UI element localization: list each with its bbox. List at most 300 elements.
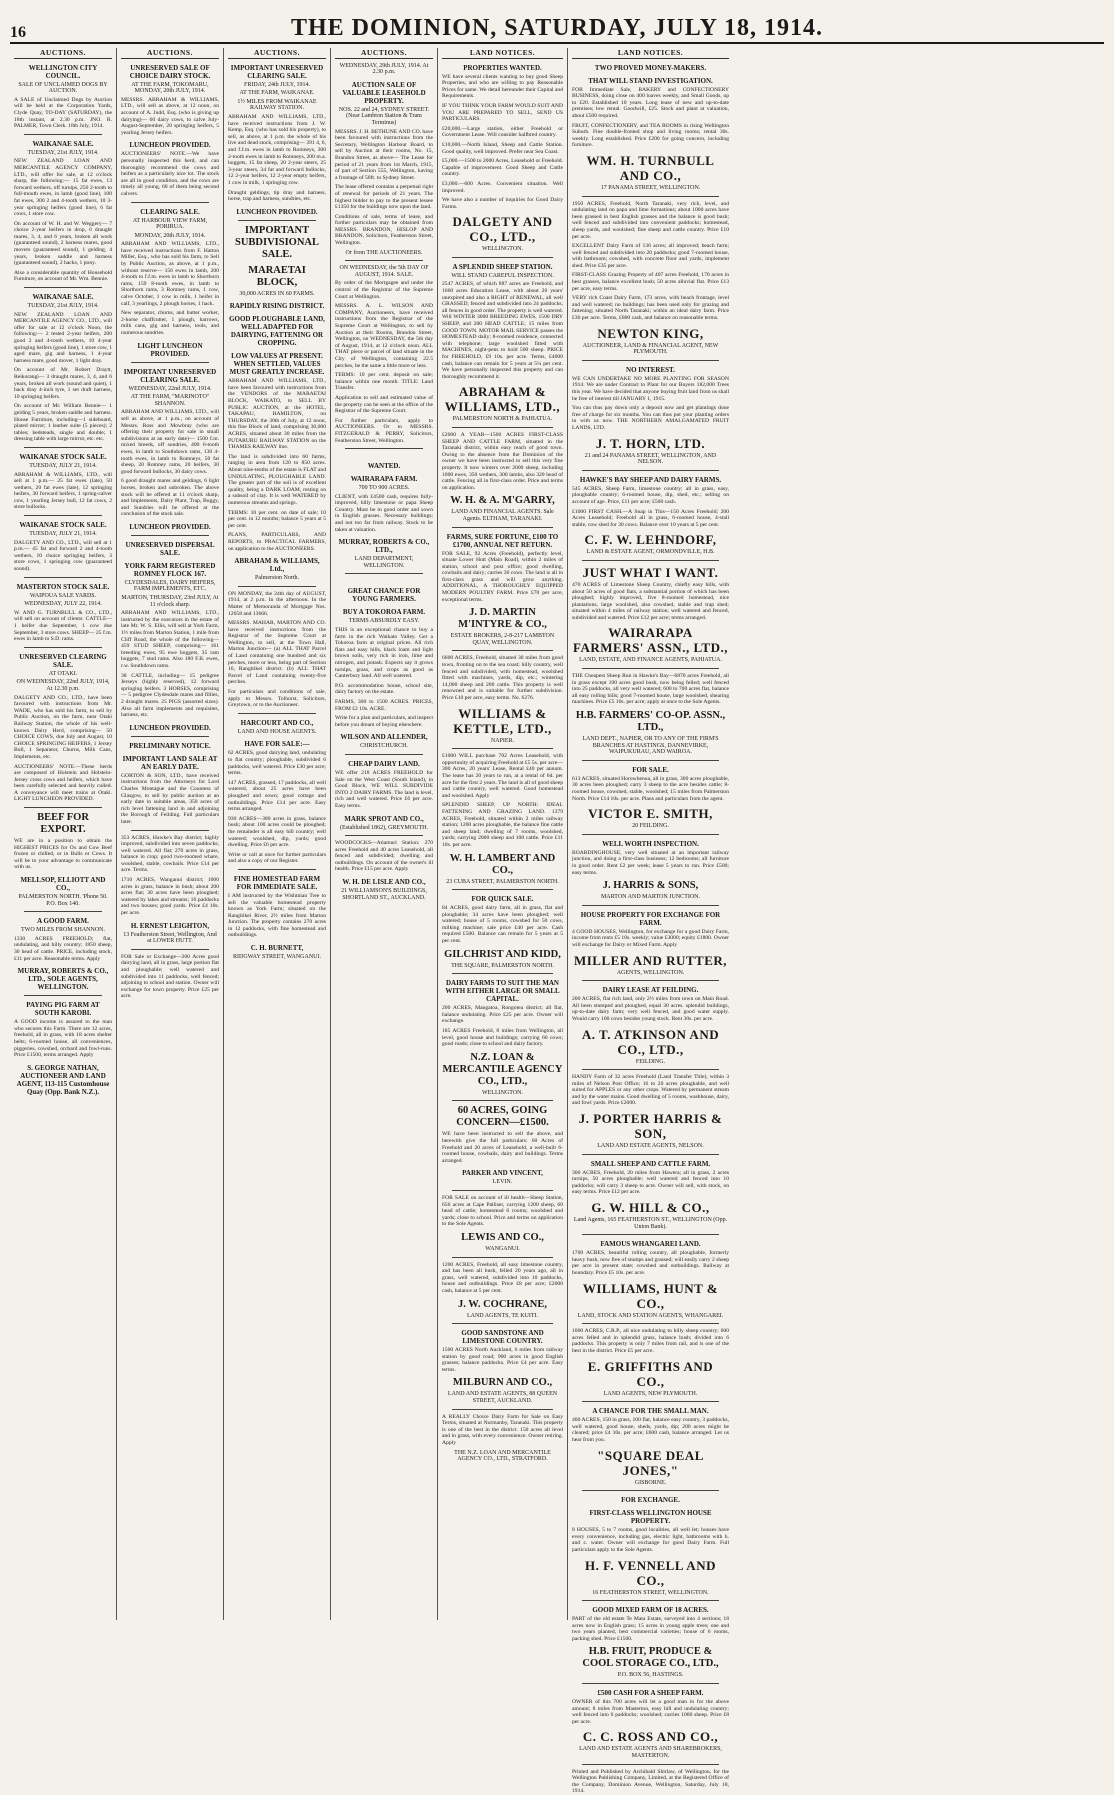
ad-subheading: LAND AND HOUSE AGENTS. — [237, 728, 317, 735]
ad-subheading: TUESDAY, 21st JULY, 1914. — [27, 303, 99, 310]
ad-heading: UNRESERVED SALE OF CHOICE DAIRY STOCK. — [129, 63, 211, 80]
divider — [452, 1323, 553, 1324]
ad-heading: WAIRARAPA FARM. — [350, 475, 418, 484]
ad-body: THIS is an exceptional chance to buy a farm in the rich Waikato Valley. Get a Tokoroa farm at original prices. All rich flats and easy hills, black loam and light brown soils, very rich in iron, lime and nitrogen, and potash. Expects say it grows turnips, grass, and crops as good as Canterbury land. All well watered. — [335, 627, 433, 680]
ad-body: MESSRS. A. L. WILSON AND COMPANY, Auctioneers, have received instructions from the Registrar of the Supreme Court at Wellington, to sell by Auction at their Rooms, Brandon Street, Wellington, on WEDNESDAY, the 5th day of August, 1914, at 12 o'clock noon. ALL THAT piece or parcel of land situate in the City of Wellington, containing 22.5 perches, be the same a little more or less. — [335, 303, 433, 369]
ad-body: WE have been instructed to sell the above, and herewith give the full particulars: 60 Acres of Freehold and 20 acres of Leasehold, a well-built 6-roomed house, cowbails, dairy and buildings. Terms arranged. — [442, 1131, 563, 1164]
ad-subheading: AT HARBOUR VIEW FARM, PORIRUA. — [132, 217, 208, 231]
ad-body: THE Cheapest Sheep Run in Hawke's Bay—6870 acres Freehold, all in grass except 190 acres good bush, now being felled; well fenced into 25 paddocks, all very well watered; 600 to 700 acres flat, balance all easy rolling hills; good 7-roomed house, large woolshed, shearing machines. Price £5 10s. per acre; apply at once to the Sole Agents. — [572, 673, 729, 706]
ad-body: On account of Mr. Robert Draytt, Reikorangi— 3 draught mares, 3, 4, and 6 years, broken all work (sound and quiet), 1 back dray 4-inch tyre, 1 set draft harness, 10 springing heifers. — [14, 367, 112, 400]
divider — [582, 560, 719, 561]
ad-heading: CHEAP DAIRY LAND. — [348, 759, 420, 768]
ad-body: 1700 ACRES, beautiful rolling country, all ploughable, formerly heavy bush, now free of stumps and grassed; will easily carry 2 sheep per acre in present state; cowshed and outbuildings. Railway at boundary. Price £5 10s. per acre. — [572, 1250, 729, 1276]
ad-heading: GOOD SANDSTONE AND LIMESTONE COUNTRY. — [461, 1329, 544, 1346]
ad-title: LEWIS AND CO., — [461, 1231, 544, 1243]
ad-body: NEW ZEALAND LOAN AND MERCANTILE AGENCY CO., LTD., will offer for sale at 12 o'clock Noon, the following:— 2 tested 2-year heifers, 200 good 2 and 4-tooth wethers, 10 4-year springing heifers (good line), 1 store cow, 1 aged mare, gig and harness, 1 4-year harness mare, good mover, 1 light dray. — [14, 311, 112, 364]
ad-body: WE are in a position to obtain the HIGHEST PRICES for Ox and Cow Beef frozen or chilled, or in Bulls or Cows. It will be to your advantage to communicate with us. — [14, 838, 112, 871]
divider — [582, 1234, 719, 1235]
divider — [582, 1323, 719, 1324]
ad-body: FIRST-CLASS Grazing Property of 407 acres Freehold, 170 acres in best grasses, balance excellent bush; 50 acres alluvial flat. Price £13 per acre, easy terms. — [572, 272, 729, 292]
ad-body: On account of W. H. and W. Weggery— 7 choice 2-year heifers in drop, 6 draught mares, 3, 4, and 6 years, broken all work (guaranteed sound), 2 harness mares, good movers (guaranteed sound), 1 gelding, 4 years, broken saddle and harness (guaranteed sound), 2 hacks, 1 pony. — [14, 220, 112, 267]
advertiser-name: WILLIAMS & KETTLE, LTD., — [453, 705, 552, 736]
divider — [582, 980, 719, 981]
ad-subheading: LEVIN. — [492, 1179, 513, 1186]
ad-heading: PROPERTIES WANTED. — [463, 63, 542, 72]
ad-body: Draught geldings, tip dray and harness, horse, trap and harness, sundries, etc. — [228, 189, 326, 203]
ad-body: AUCTIONEERS' NOTE.—These herds are composed of Holstein and Holstein-Jersey cross cows and heifers, which have been carefully selected and heavily culled. A conveyance will meet trains at Otaki. LIGHT LUNCHEON PROVIDED. — [14, 763, 112, 803]
ad-subheading: TUESDAY, JULY 21, 1914. — [29, 462, 97, 469]
ad-body: WE offer 218 ACRES FREEHOLD for Sale on the West Coast (South Island), in Good Block, WE WILL SUBDIVIDE INTO 2 DAIRY FARMS. The land is level, rich and well watered. Price £6 per acre. Easy terms. — [335, 769, 433, 809]
ad-heading: YORK FARM REGISTERED ROMNEY FLOCK 167. — [124, 561, 216, 578]
ad-body: W. AND G. TURNBULL & CO., LTD., will sell on account of clients: CATTLE— 1 heifer due September, 1 cow due September, 3 store cows. SHEEP— 25 f.m. ewes in lamb to S.D. rams. — [14, 609, 112, 643]
spacer — [335, 453, 433, 457]
ad-body: TERMS: 10 per cent. on date of sale; 10 per cent. in 12 months; balance 5 years at 5 per cent. — [228, 509, 326, 529]
ad-subheading: 21 WILLIAMSON'S BUILDINGS, SHORTLAND ST., AUCKLAND. — [341, 888, 427, 901]
ad-body: 1500 ACRES North Auckland, 6 miles from railway station by good road; 900 acres in good English grasses; balance paddocks. Price £4 per acre. Easy terms. — [442, 1347, 563, 1373]
ad-heading: FARMS, SURE FORTUNE, £100 TO £1700, ANNUAL NET RETURN. — [446, 532, 559, 549]
ad-body: AUCTIONEERS' NOTE.—We have personally inspected this herd, and can thoroughly recommend the cows and heifers as a particularly nice lot. The stock are all in good condition, and the cows are timely all young, 60 of them being second calvers. — [121, 151, 219, 197]
ad-heading: BUY A TOKOROA FARM. — [342, 608, 426, 617]
ad-heading: HOUSE PROPERTY FOR EXCHANGE FOR FARM. — [580, 910, 721, 927]
divider — [345, 260, 423, 261]
ad-body: MESSRS. MAHAR, MARTON AND CO. have received instructions from the Registrar of the Supreme Court at Wellington, to sell, at the Town Hall, Marton Junction— (a) ALL THAT Parcel of Land containing one hundred and six perches, more or less, being part of Section 16, Rangitikei district. (b) ALL THAT Parcel of Land containing twenty-five perches. — [228, 620, 326, 686]
ad-body: WE have several clients wanting to buy good Sheep Properties, and who are willing to pay Reasonable Prices for same. We detail hereunder their Capital and Requirements. — [442, 73, 563, 100]
ad-body: 147 ACRES, grassed, 17 paddocks, all well watered, about 25 acres have been ploughed and sown; good cottage and outbuildings. Price £14 per acre. Easy terms arranged. — [228, 779, 326, 813]
divider — [238, 713, 316, 714]
ad-title: MARAETAI BLOCK, — [248, 264, 306, 288]
ad-heading: WAIKANAE SALE. — [32, 293, 94, 302]
divider — [238, 220, 316, 221]
ad-subheading: 21 and 24 PANAMA STREET, WELLINGTON, AND NELSON. — [584, 452, 717, 466]
ad-body: BOARDINGHOUSE, very well situated at an important railway junction, and doing a first-class business; 12 bedrooms; all furniture in good order. Rent £2 per week; lease 5 years to run. Price £500; easy terms. — [572, 849, 729, 876]
divider — [24, 134, 102, 135]
ad-subheading: 23 CUBA STREET, PALMERSTON NORTH. — [446, 878, 559, 885]
advertiser-name: C. F. W. LEHNDORF, — [584, 532, 717, 548]
ad-heading: FOR QUICK SALE. — [471, 895, 534, 904]
ad-title: W. H. LAMBERT AND CO., — [449, 852, 556, 876]
ad-heading: H. ERNEST LEIGHTON, — [130, 921, 210, 930]
ad-body: You can thus pay down only a deposit now and get plantings done free of charge for six months. You can thus put your planting orders in with us now. THE NORTHERN AMALGAMATED FRUIT LANDS, LTD. — [572, 405, 729, 431]
column-2 — [117, 48, 224, 1620]
divider — [582, 760, 719, 761]
ad-body: 1330 ACRES FREEHOLD; flat, undulating, and hilly country; 1850 sheep, 30 head of cattle. PRICE, including stock, £11 per acre. Reasonable terms. Apply — [14, 935, 112, 962]
ad-heading: HARCOURT AND CO., — [240, 718, 314, 727]
ad-subheading: WEDNESDAY, JULY 22, 1914. — [24, 601, 102, 608]
ad-body: PART of the old estate Te Mata Estate, surveyed into 4 sections; 18 acres now in English grass; 15 acres in young apple trees; one and two years planted, best commercial varieties; house of 6 rooms, packing shed. Price £1500. — [572, 1616, 729, 1642]
ad-body: 200 ACRES, flat rich land, only 2½ miles from town on Main Road. All been stumped and ploughed, equal 30 acres. splendid buildings, up-to-date dairy farm; very well fenced, and good water supply. Would carry 100 cows besides young stock. Rent 30s. per acre. — [572, 996, 729, 1022]
ad-body: 400 ACRES, 150 in grass, 100 flat, balance easy country, 3 paddocks, well watered, good house, sheds, yards, dip; 200 acres might be cleared; price £4 10s. per acre; £600 cash, balance arranged. Let us hear from you. — [572, 1417, 729, 1443]
divider — [131, 202, 209, 203]
advertiser-name: JUST WHAT I WANT. — [582, 564, 719, 580]
ad-subheading: ESTATE BROKERS, 2-8-217 LAMBTON QUAY, WELLINGTON. — [450, 633, 555, 646]
ad-heading: HAVE FOR SALE:— — [244, 740, 310, 749]
ad-body: Printed and Published by Archibald Shirlaw, of Wellington, for the Wellington Publishing Company, Limited, at the Registered Office of the Company, Dominion Avenue, Wellington, Saturday, July 18, 1914. — [572, 1768, 729, 1795]
ad-body: WOODCOCKS—Atiamuri Station: 270 acres Freehold and 40 acres Leasehold, all fenced and subdivided; dwelling and outbuildings. On account of the owner's ill health. Price £15 per acre. Apply — [335, 840, 433, 873]
ad-body: TERMS: 10 per cent. deposit on sale; balance within one month. TITLE: Land Transfer. — [335, 372, 433, 392]
ad-subheading: ON WEDNESDAY, the 5th DAY OF AUGUST, 1914. SALE. — [339, 265, 429, 278]
divider — [582, 1490, 719, 1491]
advertiser-name: E. GRIFFITHS AND CO., — [587, 1358, 714, 1389]
ad-body: EXCELLENT Dairy Farm of 136 acres; all improved; beach farm; well fenced and subdivided into 20 paddocks; good 7-roomed house, with bathroom; cowshed, with concrete floor and yards, implement shed. Price £35 per acre. — [572, 243, 729, 269]
divider — [24, 995, 102, 996]
ad-heading: MARK SPROT AND CO., — [344, 814, 424, 823]
ad-subheading: 30,000 ACRES IN 60 FARMS. — [239, 290, 315, 297]
ad-subheading: WANGANUI. — [485, 1245, 520, 1252]
divider — [582, 1600, 719, 1601]
section-header: LAND NOTICES. — [572, 50, 729, 59]
section-header: AUCTIONS. — [14, 50, 112, 59]
divider — [131, 535, 209, 536]
ad-subheading: AGENTS, WELLINGTON. — [616, 969, 685, 976]
divider — [582, 360, 719, 361]
divider — [452, 889, 553, 890]
ad-subheading: WELLINGTON. — [481, 1089, 524, 1096]
ad-heading: LIGHT LUNCHEON PROVIDED. — [137, 341, 203, 358]
ad-heading: UNRESERVED CLEARING SALE. — [19, 652, 107, 669]
ad-subheading: P.O. BOX 56, HASTINGS. — [617, 1672, 684, 1679]
ad-heading: LUNCHEON PROVIDED. — [129, 141, 211, 150]
divider — [24, 515, 102, 516]
ad-heading: WILSON AND ALLENDER, — [340, 733, 428, 742]
ad-body: FRUIT, CONFECTIONERY, and TEA ROOMS in rising Wellington Suburb. Fine double-fronted shop and living rooms; rental 30s. weekly. Long established. Price £200 for going concern, including furniture. — [572, 122, 729, 149]
divider — [24, 911, 102, 912]
ad-body: Write or call at once for further particulars and also a copy of our Register. — [228, 851, 326, 865]
ad-title: N.Z. LOAN & MERCANTILE AGENCY CO., LTD., — [442, 1051, 563, 1087]
ad-title: MILBURN AND CO., — [452, 1377, 553, 1389]
column-4 — [331, 48, 438, 1620]
ad-heading: FOR EXCHANGE. — [621, 1496, 680, 1505]
ad-subheading: THE N.Z. LOAN AND MERCANTILE AGENCY CO., LTD., STRATFORD. — [454, 1449, 551, 1463]
advertiser-name: C. C. ROSS AND CO., — [582, 1729, 719, 1745]
ad-heading: PAYING PIG FARM AT SOUTH KAROBI. — [26, 1001, 100, 1018]
ad-body: FOR Immediate Sale, BAKERY and CONFECTIONERY BUSINESS, doing close on 400 loaves weekly, and Small Goods, up to £20. Established 10 years. Long lease of new and up-to-date premises; low rental. Goodwill, £25. Stock and plant at valuation, about £500 required. — [572, 86, 729, 119]
ad-body: A SALE of Unclaimed Dogs by Auction will be held at the Corporation Yards, Clyde Quay, TO-DAY (SATURDAY), the 18th instant, at 2.30 p.m. JNO. R. PALMER, Town Clerk. 18th July, 1914. — [14, 96, 112, 130]
ad-subheading: AT THE FARM, WAIKANAE. — [239, 90, 315, 97]
divider — [345, 573, 423, 574]
advertiser-name: DALGETY AND CO., LTD., — [452, 214, 553, 245]
ad-heading: WAIKANAE STOCK SALE. — [19, 452, 107, 461]
ad-body: HANDY Farm of 32 acres Freehold (Land Transfer Title), within 3 miles of Nelson Post Office; 16 to 20 acres ploughable, and well suited for APPLES or any other crops. Watered by permanent stream and by the water mains. Good dwelling of 5 rooms, washhouse, dairy, and fowl yards. Price £2000. — [572, 1074, 729, 1107]
ad-heading: A GOOD FARM. — [37, 917, 89, 926]
ad-body: Conditions of sale, terms of lease, and further particulars may be obtained from MESSRS. BRANDON, HISLOP AND BRANDON, Solicitors, Featherston Street, Wellington. — [335, 213, 433, 247]
advertiser-name: J. T. HORN, LTD. — [595, 435, 706, 451]
divider — [24, 447, 102, 448]
ad-title: W. H. & A. M'GARRY, — [450, 495, 555, 507]
ad-body: For particulars and conditions of sale, apply to Messrs. Tolhurst, Solicitors, Greytown, or to the Auctioneer. — [228, 689, 326, 709]
ad-body: PLANS, PARTICULARS, AND REPORTS, to PRACTICAL FARMERS, on application to the AUCTIONEERS. — [228, 532, 326, 552]
ad-subheading: 16 FEATHERSTON STREET, WELLINGTON. — [592, 1589, 709, 1596]
newspaper-title: THE DOMINION, SATURDAY, JULY 18, 1914. — [290, 15, 824, 41]
ad-subheading: LAND AND ESTATE AGENTS, NELSON. — [597, 1143, 704, 1150]
ad-subheading: LAND AGENTS, NEW PLYMOUTH. — [603, 1390, 698, 1397]
ad-title: H.B. FRUIT, PRODUCE & COOL STORAGE CO., LTD., — [582, 1646, 719, 1670]
section-header: AUCTIONS. — [335, 50, 433, 59]
ad-heading: HAWKE'S BAY SHEEP AND DAIRY FARMS. — [579, 475, 722, 484]
ad-body: ABRAHAM AND WILLIAMS, LTD., instructed by the executors in the estate of late Mr. W. S. Ellis, will sell at York Farm, 1½ miles from Marton Station, 1 mile from Cliff Road, the whole of the following— 459 STUD SHEEP, comprising— 161 breeding ewes, 95 ewe hoggets, 35 ram hoggets, 7 stud rams. Also 180 F.B. ewes, r.w. Southdown rams. — [121, 610, 219, 669]
masthead — [10, 6, 1104, 44]
divider — [582, 470, 719, 471]
divider — [452, 527, 553, 528]
ad-body: ABRAHAM & WILLIAMS, LTD., will sell at 1 p.m.— 25 fat ewes (late), 50 wethers, 20 fat ewes (late), 12 springing heifers, 30 forward heifers, 1 spring-calver cow, 1 yearling Jersey bull, 12 fat cows, 2 store bullocks. — [14, 471, 112, 511]
ad-subheading: TWO MILES FROM SHANNON. — [20, 927, 105, 934]
divider — [452, 973, 553, 974]
ad-body: GORTON & SON, LTD., have received instructions from the Attorneys for Lord Charles Montague and the Countess of Glasgow, to sell by public auction at an early date in suitable areas, 350 acres of rich level fattening land in and adjoining the Borough of Feilding. Full particulars later. — [121, 772, 219, 825]
ad-heading: A CHANCE FOR THE SMALL MAN. — [592, 1407, 709, 1416]
ad-body: 1000 ACRES, C.R.P., all nice undulating to hilly sheep country; 600 acres felled and in splendid grass, balance bush; divided into 6 paddocks. This property is only 7 miles from rail, and is one of the best in the district. Price £5 per acre. — [572, 1328, 729, 1354]
divider — [131, 362, 209, 363]
divider — [452, 1409, 553, 1410]
ad-heading: IMPORTANT UNRESERVED CLEARING SALE. — [230, 63, 324, 80]
ad-subheading: WILL STAND CAREFUL INSPECTION. — [451, 272, 554, 279]
ad-body: A GOOD income is assured to the man who secures this Farm. There are 12 acres, freehold, all in grass, with 18 acres shelter belts; 6-roomed house, all conveniences, piggeries, cowshed, orchard and fowl-runs. Price £1500, terms arranged. Apply — [14, 1019, 112, 1059]
ad-subheading: TERMS ABSURDLY EASY. — [348, 618, 420, 625]
divider — [582, 1401, 719, 1402]
ad-heading: MURRAY, ROBERTS & CO., LTD., SOLE AGENTS, WELLINGTON. — [17, 967, 109, 992]
ad-body: 353 ACRES, Hawke's Bay district; highly improved, subdivided into seven paddocks; well watered. All flat; 270 acres in grass, balance in crop; good two-roomed whare, woolshed, stable, cowbails. Price £14 per acre. Terms. — [121, 834, 219, 874]
ad-heading: UNRESERVED DISPERSAL SALE. — [125, 540, 215, 557]
ad-subheading: PALMERSTON NORTH & PAHIATUA. — [452, 416, 553, 423]
ad-heading: IMPORTANT UNRESERVED CLEARING SALE. — [123, 367, 217, 384]
ad-heading: NO INTEREST. — [626, 365, 675, 374]
advertiser-name: "SQUARE DEAL JONES," — [597, 1447, 704, 1478]
ad-body: 84 ACRES, good dairy farm, all in grass, flat and ploughable; 34 acres have been ploughed; well watered; house of 5 rooms, cowshed for 50 cows, milking machine; sale price £40 per acre. Cash required £500. Balance can remain for 5 years at 5 per cent. — [442, 905, 563, 945]
ad-body: Application to sell and estimated value of the property can be seen at the office of the Registrar of the Supreme Court. — [335, 394, 433, 415]
ad-heading: THAT WILL STAND INVESTIGATION. — [588, 76, 713, 85]
ad-body: £2000 A YEAR—1500 ACRES FIRST-CLASS SHEEP AND CATTLE FARM, situated in the Taranaki district, within easy reach of good town. Owing to the absence from the Dominion of the owner we have been instructed to sell this very fine property. It now winters over 2000 sheep, including 1000 ewes, 350 wethers, 300 lambs, also 320 head of cattle. Fencing all in first-class order. Price and terms on application. — [442, 431, 563, 491]
divider — [24, 287, 102, 288]
divider — [345, 448, 423, 449]
divider — [131, 736, 209, 737]
divider — [452, 1257, 553, 1258]
ad-subheading: CLYDESDALES, DAIRY HEIFERS, FARM IMPLEMENTS, ETC. — [124, 579, 216, 593]
advertiser-name: G. W. HILL & CO., — [591, 1200, 710, 1216]
ad-heading: WAIKANAE STOCK SALE. — [19, 521, 107, 530]
ad-body: 6600 ACRES, Freehold, situated 30 miles from good town, fronting on to the sea coast; hilly country, well fenced and subdivided, with homestead, woolshed fitted with machines, yards, dip, etc.; wintering 14,000 sheep and 200 cattle. This property is well renowned and is suitable for further subdivision. Price £10 per acre, easy terms. No. 6276. — [442, 655, 563, 701]
ad-subheading: NAPIER. — [490, 737, 515, 744]
ad-subheading: FRIDAY, 24th JULY, 1914. — [244, 81, 310, 88]
page-number: 16 — [10, 24, 26, 41]
ad-subheading: GISBORNE. — [634, 1479, 667, 1486]
ad-body: On account of Mr. William Bennie— 1 gelding 5 years, broken saddle and harness. House Furniture, including—1 sideboard, plated mirror; 1 leather suite (5 pieces); 2 tables; bedsteads, single and double; 1 dressing table with large mirror, etc. etc. — [14, 403, 112, 443]
ad-heading: GREAT CHANCE FOR YOUNG FARMERS. — [347, 587, 421, 604]
ad-heading: ABRAHAM & WILLIAMS, Ltd., — [234, 557, 320, 574]
advertiser-name: ABRAHAM & WILLIAMS, LTD., — [444, 384, 561, 415]
ad-body: £1000 FIRST CASH.—A Snap in This—150 Acres Freehold; 200 Acres Leasehold; Freehold all in grass, 6-roomed house, 4-stall stable, cow shed for 30 cows. Balance over 10 years at 5 per cent. — [572, 508, 729, 528]
ad-body: ON MONDAY, the 24th day of AUGUST, 1914, at 2 p.m. In the afternoon. In the Matter of Memoranda of Mortgage Nos. 12658 and 13666. — [228, 590, 326, 617]
ad-title: BEEF FOR EXPORT. — [37, 812, 89, 836]
column-3 — [224, 48, 331, 1620]
ad-body: FOR SALE, 92 Acres (Freehold), perfectly level, situate Lower Hutt (Main Road), within 2 miles of station, school and post office; good dwelling, cowbails and dairy; carries 30 cows. The land is all in first-class grass and will grow anything. ADDITIONAL, A THOROUGHLY EQUIPPED MODERN POULTRY FARM. Price £70 per acre, exceptional terms. — [442, 550, 563, 603]
ad-body: We have also a number of inquiries for Good Dairy Farms. — [442, 197, 563, 210]
ad-body: ABRAHAM AND WILLIAMS, LTD., have received instructions from F. Hatton Miller, Esq., who has sold his farm, to Sell by Public Auction, as above, at 1 p.m., without reserve— 156 ewes in lamb, 200 4-tooth to f.f.m. ewes in lamb to Shorthorn rams, 159 8-tooth ewes, in lamb to Shorthorn rams, 3 Romney rams, 1 cow, calve October, 1 cow in milk, 1 heifer in calf, 3 yearlings, 2 plough horses, 1 hack. — [121, 241, 219, 307]
ad-heading: CLEARING SALE. — [140, 207, 200, 216]
advertiser-name: NEWTON KING, — [597, 325, 704, 341]
divider — [452, 1100, 553, 1101]
divider — [131, 830, 209, 831]
ad-body: WE CAN UNDERTAKE NO MORE PLANTING FOR SEASON 1914. We are under Contract to Plant for our Buyers 182,000 Trees this year. We have decided that anyone buying fruit land from us shall be free of interest till JANUARY 1, 1915. — [572, 375, 729, 402]
ad-heading: A SPLENDID SHEEP STATION. — [452, 262, 553, 271]
ad-subheading: AT OTAKI. — [48, 670, 78, 677]
divider — [345, 754, 423, 755]
ad-body: 1200 ACRES, Freehold, all easy limestone country, and has been all bush, felled 20 years ago, all in grass, well watered, subdivided into 10 paddocks, house and outbuildings. Price £8 per acre; £2000 cash, balance at 5 per cent. — [442, 1261, 563, 1294]
ad-body: 38 CATTLE, including— 15 pedigree Jerseys (highly reserved), 12 forward springing heifers. 3 HORSES, comprising— 5 pedigree Clydesdale mares and fillies, 2 draught mares. 25 PIGS (assorted sizes). Also all farm implements and requisites, harness, etc. — [121, 672, 219, 719]
ad-subheading: LAND, ESTATE, AND FINANCE AGENTS, PAHIATUA. — [579, 657, 722, 664]
ad-heading: DAIRY LEASE AT FEILDING. — [602, 986, 699, 995]
ad-body: IF YOU THINK YOUR FARM WOULD SUIT AND YOU ARE PREPARED TO SELL, SEND US PARTICULARS. — [442, 102, 563, 123]
ad-body: A REALLY Choice Dairy Farm for Sale on Easy Terms, situated at Normanby, Taranaki. This property is one of the best in the district. 150 acres all level and in grass, with every convenience. Owner retiring. Apply — [442, 1413, 563, 1447]
ad-title: GILCHRIST AND KIDD, — [444, 948, 561, 960]
ad-heading: TWO PROVED MONEY-MAKERS. — [594, 63, 707, 72]
ad-subheading: ON WEDNESDAY, 22nd JULY, 1914, At 12.30 p.m. — [16, 679, 110, 692]
ad-subheading: 1½ MILES FROM WAIKANAE RAILWAY STATION. — [237, 98, 317, 112]
columns — [10, 48, 1104, 1795]
divider — [24, 807, 102, 808]
advertiser-name: J. PORTER HARRIS & SON, — [578, 1111, 723, 1142]
ad-heading: LUNCHEON PROVIDED. — [129, 723, 211, 732]
ad-subheading: NOS. 22 and 24, SYDNEY STREET. (Near Lambton Station & Tram Terminus) — [338, 106, 430, 126]
divider — [582, 196, 719, 197]
ad-body: 1710 ACRES, Wanganui district; 1000 acres in grass, balance in bush; about 200 acres flat; 30 acres have been ploughed; watered by lakes and streams; 16 paddocks and two houses; good yards. Price £4 10s. per acre. — [121, 877, 219, 917]
divider — [582, 668, 719, 669]
divider — [452, 257, 553, 258]
divider — [582, 1764, 719, 1765]
ad-heading: GOOD MIXED FARM OF 18 ACRES. — [592, 1606, 709, 1615]
ad-body: FOR Sale or Exchange—200 Acres good dairying land, all in grass, large portion flat and ploughable; well watered and subdivided into 11 paddocks, well fenced; adjoining to school and station. Owner will exchange for town property. Price £25 per acre. — [121, 953, 219, 1000]
ad-body: ABRAHAM AND WILLIAMS, LTD., have been favoured with instructions from the VENDORS of the MARAETAI BLOCK, WAIKATO, to SELL BY PUBLIC AUCTION, at the HOTEL, TAKAPAU, HAMILTON, on THURSDAY, the 30th of July, at 12 noon, this fine Block of land, comprising 30,000 ACRES, situated about 30 miles from the PUTARURU RAILWAY STATION on the THAMES RAILWAY line. — [228, 378, 326, 451]
ad-subheading: WELLINGTON. — [481, 246, 524, 253]
ad-subheading: MARTON AND MARTON JUNCTION. — [600, 894, 701, 901]
ad-subheading: PALMERSTON NORTH. 'Phone 50. P.O. Box 140. — [18, 894, 108, 907]
ad-subheading: TUESDAY, 21st JULY, 1914. — [27, 149, 99, 156]
divider — [452, 650, 553, 651]
ad-heading: FOR SALE. — [632, 765, 669, 774]
divider — [452, 748, 553, 749]
ad-body: The lease offered contains a perpetual right of renewal for periods of 21 years. The highest bidder to pay to the present lessee £1350 for the buildings now upon the land. — [335, 184, 433, 211]
ad-body: 545 ACRES, Sheep Farm, limestone country; all in grass, easy, ploughable country; 6-roomed house, dip, shed, etc.; selling on account of age. Price, £11 per acre; £500 cash. — [572, 485, 729, 505]
ad-subheading: 17 PANAMA STREET, WELLINGTON. — [600, 184, 701, 191]
ad-subheading: WEDNESDAY, 22nd JULY, 1914. — [128, 385, 212, 392]
ad-subheading: 20 FEILDING. — [632, 823, 669, 830]
ad-body: ABRAHAM AND WILLIAMS, LTD., will sell as above, at 1 p.m., on account of Messrs. Ross and Mowbray (who are offering their property for sale in small subdivisions at an early date)— 1500 f.m. mixed breeds, off sundries, 400 6-tooth ewes, in lamb to Southdown rams, 130 4-tooth ewes, in lamb to Romneys, 50 fat sheep, 20 Romney rams, 20 heifers, 30 good forward bullocks, 30 dairy cows. — [121, 409, 219, 475]
ad-title: J. W. COCHRANE, — [458, 1298, 547, 1310]
ad-body: £3,000.—600 Acres. Convenient situation. Well improved. — [442, 180, 563, 194]
ad-body: 613 ACRES, situated Horowhenua, all in grass, 300 acres ploughable, 30 acres been ploughed; carry 3 sheep to the acre besides cattle; 8-roomed house, cowshed, stable, woolshed; 15 miles from Palmerston North. Price £14 10s. per acre. Plans and particulars from the agent. — [572, 775, 729, 802]
ad-body: I AM instructed by the Wishtnian Tree to sell the valuable homestead property known as York Farm; situated on the Rangitikei River, 2½ miles from Marton Junction. The property contains 270 acres in 12 paddocks, with fine homestead and outbuildings. — [228, 892, 326, 939]
ad-subheading: LAND AGENTS, TE KUITI. — [466, 1312, 539, 1319]
ad-body: FOR SALE on account of ill health—Sheep Station, 650 acres at Cape Palliser, carrying 1200 sheep, 60 head of cattle; homestead 6 rooms; woolshed and yards; close to school. Price and terms on application to the Sole Agents. — [442, 1194, 563, 1228]
ad-body: Write for a plan and particulars, and inspect before you dream of buying elsewhere. — [335, 715, 433, 728]
ad-body: DALGETY AND CO., LTD., have been favoured with instructions from Mr. WADE, who has sold his farm, to sell by Public Auction, on the farm, near Otaki Railway Station, the whole of his well-known Dairy Herd, comprising— 50 CHOICE COWS, due July and August, 10 CHOICE SPRINGING HEIFERS, 1 Jersey Bull, 1 Separator, Churns, Milk Cans, Implements, etc. — [14, 694, 112, 760]
ad-subheading: CHRISTCHURCH. — [360, 743, 408, 750]
ad-subheading: LAND DEPT., NAPIER, OR TO ANY OF THE FIRM'S BRANCHES AT HASTINGS, DANNEVIRKE, WAIPUKURAU, AND WAIROA. — [582, 736, 719, 756]
ad-subheading: 13 Featherston Street, Wellington, And at LOWER HUTT. — [123, 931, 217, 945]
ad-subheading: FEILDING. — [635, 1058, 666, 1065]
ad-subheading: Land Agents, 165 FEATHERSTON ST., WELLINGTON (Opp. Union Bank). — [573, 1217, 728, 1230]
advertiser-name: H. F. VENNELL AND CO., — [585, 1557, 716, 1588]
ad-body: By order of the Mortgagee and under the control of the Registrar of the Supreme Court at Wellington. — [335, 280, 433, 300]
ad-subheading: AT THE FARM, "MARINOTO" SHANNON. — [130, 394, 210, 407]
ad-heading: MELLSOP, ELLIOTT AND CO., — [20, 876, 106, 893]
ad-heading: SMALL SHEEP AND CATTLE FARM. — [590, 1159, 711, 1168]
divider — [238, 869, 316, 870]
ad-heading: MASTERTON STOCK SALE. — [16, 582, 110, 591]
advertiser-name: WAIRARAPA FARMERS' ASSN., LTD., — [573, 625, 728, 656]
ad-body: 1950 ACRES, Freehold, North Taranaki, very rich, level, and undulating land on papa and lime formations; about 1000 acres have been grassed in best English grasses and the balance is good bush; well fenced and subdivided into convenient paddocks; homestead, sheep yards, and woolshed; fine sheep and cattle country. Price £10 per acre. — [572, 200, 729, 240]
ad-body: 8 HOUSES, 5 to 7 rooms, good localities, all well let; houses have every convenience, including gas, electric light, bathrooms with h. and c. water. Owner will exchange for good Dairy Farm. Full particulars apply to the Sole Agents. — [572, 1527, 729, 1553]
ad-body: P.O. accommodation house, school site, dairy factory on the estate. — [335, 682, 433, 696]
ad-body: SPLENDID SHEEP, UP NORTH: IDEAL FATTENING AND GRAZING LAND. 1379 ACRES, Freehold, situated within 2 miles railway station; 1200 acres ploughable, the balance fine cattle and sheep land; dwelling of 7 rooms, woolshed, yards; carrying 2000 sheep and 100 cattle. Price £11 10s. per acre. — [442, 802, 563, 848]
ad-subheading: LAND AND ESTATE AGENTS AND SHAREBROKERS, MASTERTON. — [579, 1746, 722, 1760]
ad-heading: MURRAY, ROBERTS & CO., LTD., — [338, 538, 430, 555]
column-5-land-notices — [438, 48, 568, 1620]
spacer — [335, 578, 433, 582]
ad-body: £5,000.—1500 to 2000 Acres, Leasehold or Freehold. Capable of improvement. Good Sheep and Cattle country. — [442, 158, 563, 178]
ad-heading: S. GEORGE NATHAN, AUCTIONEER AND LAND AGENT, 113-115 Customhouse Quay (Opp. Bank N.Z.). — [16, 1063, 110, 1096]
divider — [582, 1154, 719, 1155]
column-6-land-notices — [568, 48, 733, 1795]
ad-body: 62 ACRES, good dairying land, undulating to flat country; ploughable, subdivided 6 paddocks, well watered. Price £30 per acre; terms. — [228, 750, 326, 777]
ad-heading: GOOD PLOUGHABLE LAND, WELL ADAPTED FOR DAIRYING, FATTENING OR CROPPING. — [229, 315, 325, 348]
ad-subheading: Palmerston North. — [255, 575, 299, 582]
ad-body: Also a considerable quantity of Household Furniture, on account of Mr. Wm. Bennie. — [14, 269, 112, 283]
divider — [582, 834, 719, 835]
ad-subheading: LAND, STOCK AND STATION AGENTS, WHANGAREI. — [577, 1312, 724, 1319]
divider — [131, 949, 209, 950]
ad-body: CLIENT, with £4500 cash, requires fully-improved, hilly limestone or papa Sheep Country. Must be in good order and sown in English grasses. Necessary buildings; and not too far from railway. Stock to be taken at valuation. — [335, 493, 433, 533]
ad-heading: WAIKANAE SALE. — [32, 139, 94, 148]
ad-heading: PRELIMINARY NOTICE. — [129, 741, 211, 750]
ad-subheading: TUESDAY, JULY 21, 1914. — [29, 531, 97, 538]
ad-heading: LUNCHEON PROVIDED. — [129, 522, 211, 531]
ad-body: FARMS, 300 to 1500 ACRES. PRICES, FROM £2 10s. ACRE. — [335, 698, 433, 712]
ad-body: DALGETY AND CO., LTD., will sell at 1 p.m.— 45 fat and forward 2 and 4-tooth wethers, 10 choice springing heifers, 3 store cows, 1 springing cow (guaranteed sound). — [14, 539, 112, 573]
ad-title: IMPORTANT SUBDIVISIONAL SALE. — [234, 224, 320, 260]
ad-heading: WELLINGTON CITY COUNCIL. — [28, 63, 98, 80]
ad-subheading: LAND & ESTATE AGENT, ORMONDVILLE, H.B. — [586, 549, 715, 556]
ad-body: MESSRS. ABRAHAM & WILLIAMS, LTD., will sell as above, at 12 noon, on account of A. Judd, Esq. (who is giving up dairying)— 60 dairy cows, to calve July-August-September, 20 springing heifers, 5 yearling Jersey heifers. — [121, 96, 219, 136]
ad-heading: WANTED. — [367, 462, 401, 471]
column-1 — [10, 48, 117, 1620]
ad-heading: FAMOUS WHANGAREI LAND. — [600, 1240, 701, 1249]
ad-subheading: WEDNESDAY, 29th JULY, 1914. At 2.30 p.m. — [339, 62, 429, 76]
divider — [582, 1069, 719, 1070]
ad-body: ABRAHAM AND WILLIAMS, LTD., have received instructions from J. W. Kemp, Esq. (who has sold his property), to sell, as above, at 1 p.m. the whole of his live and dead stock, comprising— 391 4, 6, and f.f.m. ewes in lamb to Romneys, 300 2-tooth ewes in lamb to Romneys, 200 m.a. hoggets, 15 fat sheep, 20 2-year steers, 25 3-year steers, 34 fat and forward bullocks, 12 2-year heifers, 12 2-year empty heifers, 1 cow in milk, 1 springing cow. — [228, 113, 326, 186]
divider — [238, 586, 316, 587]
ad-subheading: 700 TO 900 ACRES. — [358, 485, 410, 492]
ad-body: VERY rich Coast Dairy Farm, 173 acres, with beach frontage, level and well watered; no buildings; has been used only for grazing and fattening; situated North Taranaki; within an ideal dairy farm. Price £30 per acre. Terms, £800 cash, and balance on reasonable terms. — [572, 295, 729, 322]
advertiser-name: A. T. ATKINSON AND CO., LTD., — [581, 1026, 720, 1057]
ad-body: 185 ACRES Freehold, 8 miles from Wellington, all level, good house and buildings; carrying 60 cows; good roads; close to school and dairy factory. — [442, 1028, 563, 1048]
ad-heading: IMPORTANT LAND SALE AT AN EARLY DATE. — [122, 754, 218, 771]
ad-heading: FINE HOMESTEAD FARM FOR IMMEDIATE SALE. — [233, 874, 321, 891]
divider — [24, 577, 102, 578]
ad-body: 200 ACRES, Mangatoa, Rongotea district; all flat, balance undulating. Price £25 per acre. Owner will exchange. — [442, 1005, 563, 1025]
ad-subheading: LAND AND FINANCIAL AGENTS. Sale Agents. ELTHAM, TARANAKI. — [451, 509, 554, 522]
ad-heading: W. H. DE LISLE AND CO., — [342, 878, 426, 887]
ad-body: For further particulars, apply to AUCTIONEERS. Or to MESSRS. FITZGERALD & PERRY, Solicitors, Featherston Street, Wellington. — [335, 417, 433, 444]
ad-heading: WELL WORTH INSPECTION. — [602, 839, 699, 848]
ad-heading: £500 CASH FOR A SHEEP FARM. — [597, 1689, 704, 1698]
ad-subheading: (Established 1862), GREYMOUTH. — [340, 824, 428, 831]
ad-subheading: LAND DEPARTMENT, WELLINGTON. — [354, 556, 414, 569]
ad-title: J. D. MARTIN M'INTYRE & CO., — [458, 607, 547, 631]
ad-title: 60 ACRES, GOING CONCERN—£1500. — [456, 1105, 549, 1129]
section-header: LAND NOTICES. — [442, 50, 563, 59]
ad-heading: AUCTION SALE OF VALUABLE LEASEHOLD PROPERTY. — [342, 80, 426, 105]
ad-subheading: THE SQUARE, PALMERSTON NORTH. — [451, 962, 554, 969]
ad-heading: C. H. BURNETT, — [250, 944, 304, 953]
ad-body: MESSRS. J. H. BETHUNE AND CO. have been favoured with instructions from the Secretary, Wellington Harbour Board, to sell by Auction at their rooms, No. 15, Brandon Street, as above— The Lease for period of 21 years from 1st March, 1915, of part of Section 555, Wellington, having a frontage of 50ft. to Sydney Street. — [335, 128, 433, 181]
